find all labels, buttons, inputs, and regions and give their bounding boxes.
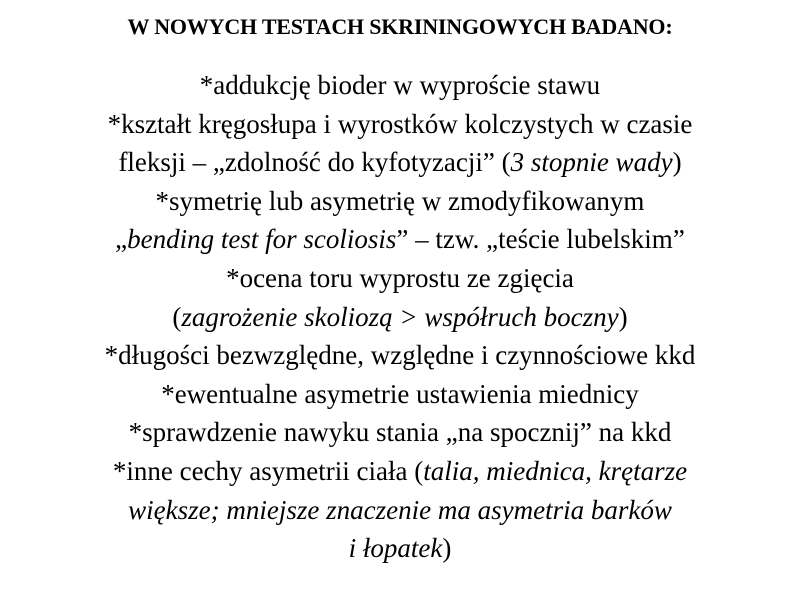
body-line (0, 298, 800, 337)
body-text: ” – tzw. „teście lubelskim” (396, 224, 685, 255)
slide-title: W NOWYCH TESTACH SKRININGOWYCH BADANO: (127, 14, 673, 39)
body-line (0, 336, 800, 375)
body-line (0, 105, 800, 144)
italic-text: 3 stopnie wady (510, 147, 673, 178)
body-line (0, 452, 800, 491)
body-line (0, 182, 800, 221)
italic-text: większe; mniejsze znaczenie ma asymetria barków (128, 494, 672, 525)
body-text: *ewentualne asymetrie ustawienia miednicy (161, 378, 639, 409)
body-line (0, 375, 800, 414)
body-line (0, 143, 800, 182)
body-text: *długości bezwzględne, względne i czynnościowe kkd (104, 340, 696, 371)
italic-text: bending test for scoliosis (127, 224, 397, 255)
body-text: *kształt kręgosłupa i wyrostków kolczystych w czasie (107, 108, 693, 139)
italic-text: zagrożenie skoliozą > współruch boczny (181, 301, 619, 332)
slide-body (0, 66, 800, 568)
body-line (0, 66, 800, 105)
body-text: *inne cechy asymetrii ciała ( (112, 455, 424, 486)
body-text: fleksji – „zdolność do kyfotyzacji” ( (118, 147, 511, 178)
body-line (0, 529, 800, 568)
body-text: „ (115, 224, 128, 255)
body-text: ) (672, 147, 682, 178)
body-text: *symetrię lub asymetrię w zmodyfikowanym (155, 185, 645, 216)
body-line (0, 491, 800, 530)
body-text: ( (172, 301, 182, 332)
body-text: ) (442, 533, 452, 564)
body-text: *ocena toru wyprostu ze zgięcia (226, 262, 574, 293)
body-text: *sprawdzenie nawyku stania „na spocznij” na kkd (128, 417, 672, 448)
body-line (0, 413, 800, 452)
body-text: *addukcję bioder w wyproście stawu (199, 70, 601, 100)
italic-text: i łopatek (348, 533, 443, 564)
body-line (0, 220, 800, 259)
body-line (0, 259, 800, 298)
body-text: ) (618, 301, 628, 332)
italic-text: talia, miednica, krętarze (423, 455, 688, 486)
